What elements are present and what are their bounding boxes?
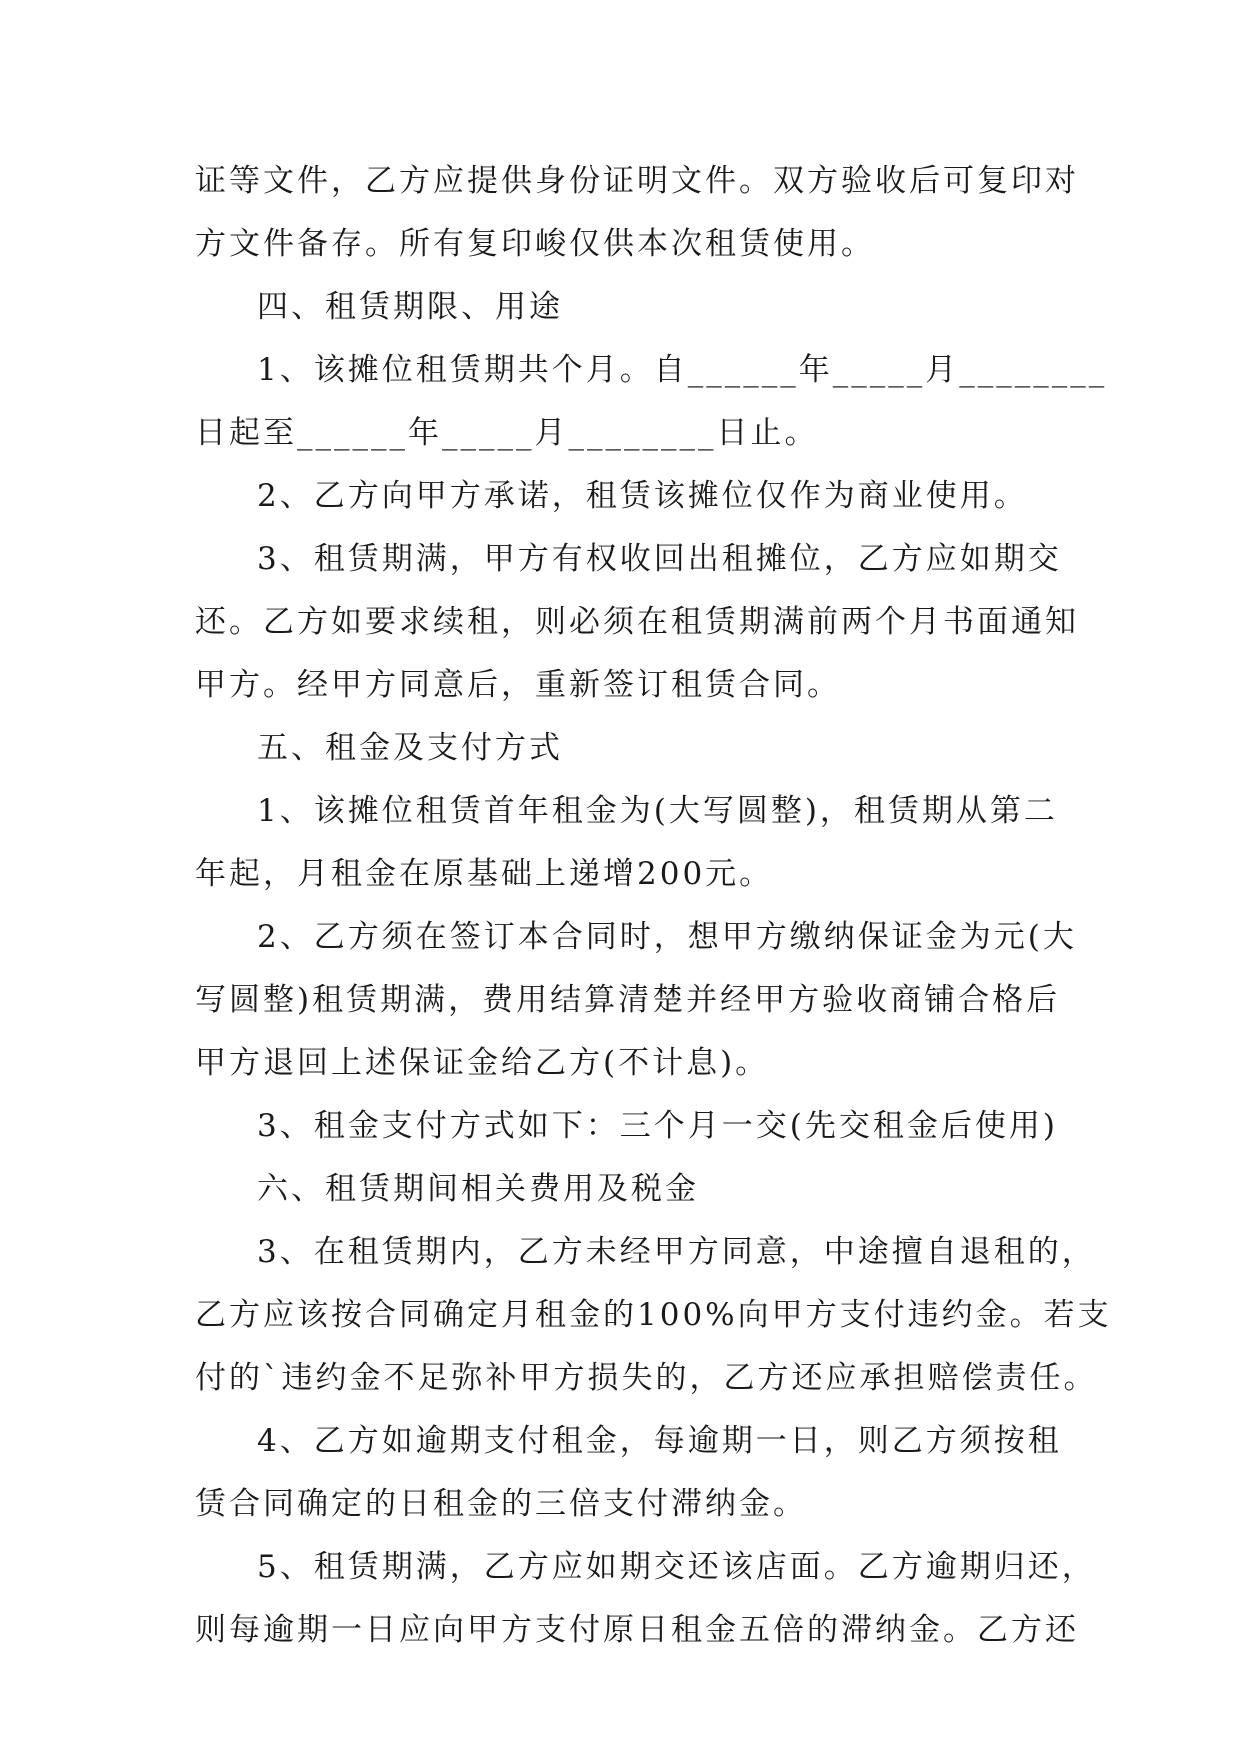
text-line: 甲方退回上述保证金给乙方(不计息)。 — [195, 1045, 770, 1081]
text-line: 2、乙方须在签订本合同时，想甲方缴纳保证金为元(大 — [257, 919, 1077, 955]
document-body — [195, 150, 1112, 1662]
text-line: 赁合同确定的日租金的三倍支付滞纳金。 — [195, 1486, 807, 1522]
text-line: 写圆整)租赁期满，费用结算清楚并经甲方验收商铺合格后 — [195, 982, 1061, 1018]
text-line: 3、租赁期满，甲方有权收回出租摊位，乙方应如期交 — [257, 541, 1062, 577]
text-line: 年起，月租金在原基础上递增200元。 — [195, 856, 774, 892]
text-line: 1、该摊位租赁期共个月。自______年_____月________ — [257, 352, 1108, 388]
text-line: 则每逾期一日应向甲方支付原日租金五倍的滞纳金。乙方还 — [195, 1612, 1079, 1648]
text-line: 付的`违约金不足弥补甲方损失的，乙方还应承担赔偿责任。 — [195, 1360, 1098, 1396]
text-line: 4、乙方如逾期支付租金，每逾期一日，则乙方须按租 — [257, 1423, 1062, 1459]
text-line: 日起至______年_____月________日止。 — [195, 415, 819, 451]
text-line: 还。乙方如要求续租，则必须在租赁期满前两个月书面通知 — [195, 604, 1079, 640]
section-heading: 四、租赁期限、用途 — [257, 289, 563, 325]
section-heading: 六、租赁期间相关费用及税金 — [257, 1171, 699, 1207]
text-line: 乙方应该按合同确定月租金的100%向甲方支付违约金。若支 — [195, 1297, 1112, 1333]
section-heading: 五、租金及支付方式 — [257, 730, 563, 766]
text-line: 3、在租赁期内，乙方未经甲方同意，中途擅自退租的， — [257, 1234, 1096, 1270]
text-line: 证等文件，乙方应提供身份证明文件。双方验收后可复印对 — [195, 163, 1079, 199]
text-line: 5、租赁期满，乙方应如期交还该店面。乙方逾期归还， — [257, 1549, 1096, 1585]
text-line: 1、该摊位租赁首年租金为(大写圆整)，租赁期从第二 — [257, 793, 1058, 829]
text-line: 方文件备存。所有复印峻仅供本次租赁使用。 — [195, 226, 875, 262]
text-line: 3、租金支付方式如下：三个月一交(先交租金后使用) — [257, 1108, 1058, 1144]
text-line: 甲方。经甲方同意后，重新签订租赁合同。 — [195, 667, 841, 703]
text-line: 2、乙方向甲方承诺，租赁该摊位仅作为商业使用。 — [257, 478, 1028, 514]
